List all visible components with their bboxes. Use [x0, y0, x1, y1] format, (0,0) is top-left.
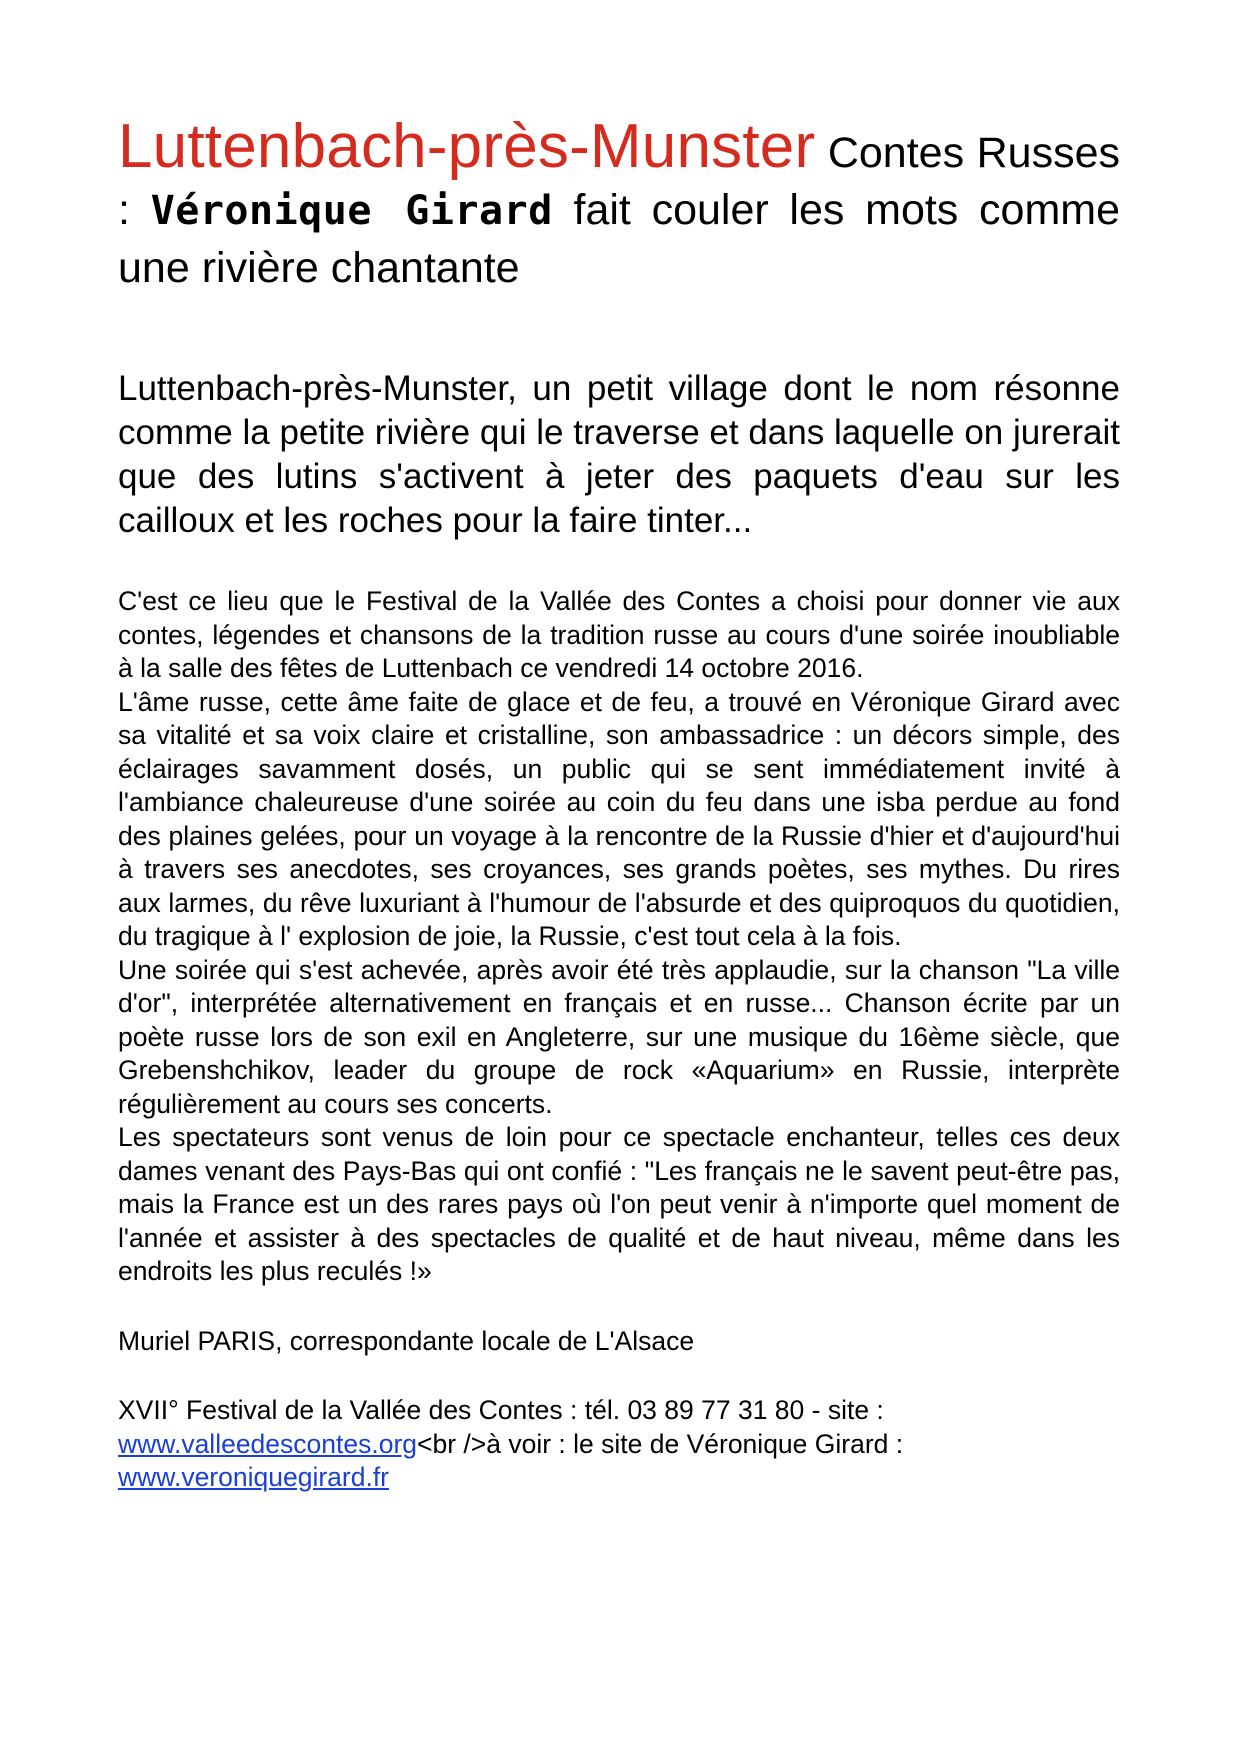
article-body — [118, 585, 1120, 1289]
headline-artist: Véronique Girard — [150, 188, 553, 234]
body-paragraph: L'âme russe, cette âme faite de glace et de feu, a trouvé en Véronique Girard avec sa vitalité et sa voix claire et cristalline, son ambassadrice : un décors simple, des éclairages savamment dosés, un public qui se sent immédiatement invité à l'ambiance chaleureuse d'une soirée au coin du feu dans une isba perdue au fond des plaines gelées, pour un voyage à la rencontre de la Russie d'hier et d'aujourd'hui à travers ses anecdotes, ses croyances, ses grands poètes, ses mythes. Du rires aux larmes, du rêve luxuriant à l'humour de l'absurde et des quiproquos du quotidien, du tragique à l' explosion de joie, la Russie, c'est tout cela à la fois. — [118, 686, 1120, 951]
article-headline — [118, 112, 1121, 297]
body-paragraph: Les spectateurs sont venus de loin pour ce spectacle enchanteur, telles ces deux dames venant des Pays-Bas qui ont confié : "Les français ne le savent peut-être pas, mais la France est un des rares pays où l'on peut venir à n'importe quel moment de l'année et assister à des spectacles de qualité et de haut niveau, même dans les endroits les plus reculés !» — [118, 1122, 1120, 1286]
body-paragraph: C'est ce lieu que le Festival de la Vallée des Contes a choisi pour donner vie aux contes, légendes et chansons de la tradition russe au cours d'une soirée inoubliable à la salle des fêtes de Luttenbach ce vendredi 14 octobre 2016. — [118, 586, 1120, 683]
article-intro: Luttenbach-près-Munster, un petit village dont le nom résonne comme la petite rivière qui le traverse et dans laquelle on jurerait que des lutins s'activent à jeter des paquets d'eau sur les cailloux et les roches pour la faire tinter... — [118, 369, 1120, 540]
artist-site-text: <br />à voir : le site de Véronique Girard : — [417, 1428, 904, 1459]
festival-site-link[interactable]: www.valleedescontes.org — [118, 1428, 418, 1459]
article — [118, 112, 1121, 1495]
author-signature: Muriel PARIS, correspondante locale de L'Alsace — [118, 1325, 695, 1356]
festival-contact-text: XVII° Festival de la Vallée des Contes : tél. 03 89 77 31 80 - site : — [118, 1395, 884, 1425]
headline-text-1: Contes Russes : — [118, 129, 1121, 234]
headline-place: Luttenbach-près-Munster — [118, 112, 816, 181]
body-paragraph: Une soirée qui s'est achevée, après avoir été très applaudie, sur la chanson "La ville d'or", interprétée alternativement en français et en russe... Chanson écrite par un poète russe lors de son exil en Angleterre, sur une musique du 16ème siècle, que Grebenshchikov, leader du groupe de rock «Aquarium» en Russie, interprète régulièrement au cours ses concerts. — [118, 954, 1120, 1119]
festival-info — [118, 1394, 1120, 1495]
headline-text-2: fait couler les mots comme une rivière chantante — [118, 186, 1121, 292]
artist-site-link[interactable]: www.veroniquegirard.fr — [118, 1462, 390, 1492]
